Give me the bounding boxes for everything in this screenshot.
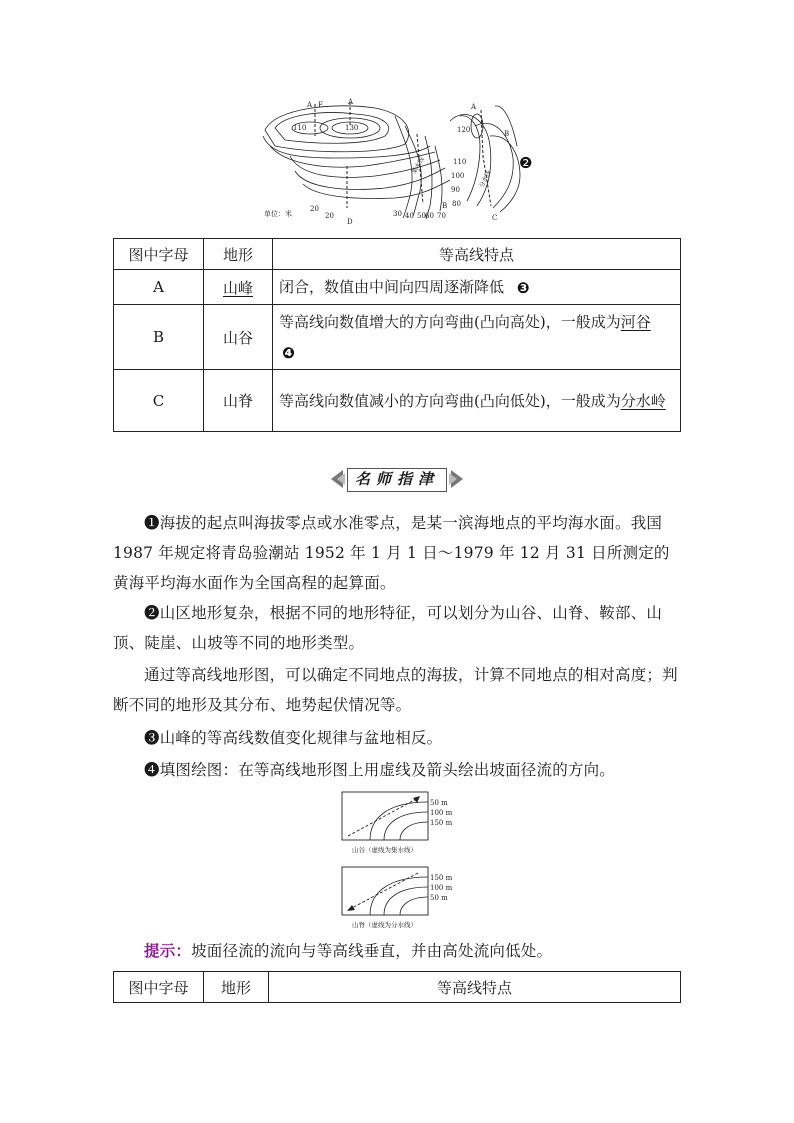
map-val-80: 80 (452, 200, 461, 208)
table2-header-letter: 图中字母 (114, 972, 204, 1003)
table-header-feature: 等高线特点 (273, 239, 681, 270)
landform-table-2 (113, 971, 681, 1003)
table-header-landform: 地形 (204, 239, 273, 270)
ridge-figure (340, 865, 460, 933)
map-val-130: 130 (345, 124, 359, 132)
map-val-70: 70 (437, 212, 446, 220)
cell-landform: 山峰 (222, 278, 253, 297)
map-val-40: 40 (405, 212, 414, 220)
note-4-marker: ❹ (144, 761, 160, 779)
note-3: ❸山峰的等高线数值变化规律与盆地相反。 (144, 729, 443, 747)
map-val-120: 120 (457, 126, 471, 134)
ridge-caption: 山脊（虚线为分水线） (352, 921, 417, 929)
map-unit: 单位：米 (264, 210, 292, 218)
ridge-label-150: 150 m (430, 874, 453, 882)
marker-4: ❹ (282, 343, 295, 362)
table-row (114, 305, 681, 370)
tip-text: 坡面径流的流向与等高线垂直，并由高处流向低处。 (191, 942, 553, 960)
map-label-a-top: A (348, 98, 354, 106)
table-header-letter: 图中字母 (114, 239, 204, 270)
note-3-marker: ❸ (144, 729, 160, 747)
map-label-c: C (492, 214, 498, 222)
map-val-110: 110 (293, 124, 307, 132)
valley-label-150: 150 m (430, 819, 453, 827)
tip (113, 936, 681, 966)
note-2-marker: ❷ (144, 604, 160, 622)
map-label-a-right: A (471, 103, 477, 111)
note-1-marker: ❶ (144, 514, 160, 532)
valley-caption: 山谷（虚线为集水线） (352, 846, 417, 854)
cell-feature-tail: 河谷 (620, 313, 651, 331)
cell-landform: 山脊 (204, 370, 273, 432)
map-label-d: D (347, 218, 353, 226)
cell-letter: B (114, 305, 204, 370)
table2-header-feature: 等高线特点 (269, 972, 681, 1003)
valley-figure (340, 790, 460, 858)
map-val-20a: 20 (310, 205, 319, 213)
map-val-50: 50 (417, 212, 426, 220)
map-val-110b: 110 (453, 158, 467, 166)
ridge-label-100: 100 m (430, 884, 453, 892)
cell-feature-tail: 分水岭 (620, 391, 666, 410)
cell-feature: 等高线向数值减小的方向弯曲(凸向低处)，一般成为 (279, 391, 621, 410)
valley-label-50: 50 m (430, 799, 448, 807)
note-4: ❹填图绘图：在等高线地形图上用虚线及箭头绘出坡面径流的方向。 (144, 761, 616, 779)
map-divide-line: 分水线 (478, 169, 493, 189)
cell-feature: 等高线向数值增大的方向弯曲(凸向高处)，一般成为 (279, 313, 621, 331)
tip-label: 提示： (144, 941, 192, 960)
map-val-20b: 20 (325, 212, 334, 220)
table-row (114, 370, 681, 432)
landform-table (113, 238, 681, 432)
note-2b: 通过等高线地形图，可以确定不同地点的海拔，计算不同地点的相对高度；判断不同的地形及其分布、地势起伏情况等。 (113, 666, 678, 714)
contour-map (255, 96, 545, 230)
note-1: ❶海拔的起点叫海拔零点或水准零点，是某一滨海地点的平均海水面。我国 1987 年规定将青岛验潮站 1952 年 1 月 1 日～1979 年 12 月 31 日所测定的黄海平均海水面作为全国高程的起算面。 (113, 514, 670, 592)
map-val-90: 90 (451, 186, 460, 194)
map-marker: ❷ (519, 154, 533, 172)
ridge-label-50: 50 m (430, 894, 448, 902)
table-row (114, 270, 681, 305)
valley-label-100: 100 m (430, 809, 453, 817)
map-label-e: E (318, 101, 324, 109)
banner-title: 名师指津 (354, 470, 439, 488)
map-val-60: 60 (425, 212, 434, 220)
cell-landform: 山谷 (204, 305, 273, 370)
note-2: ❷山区地形复杂，根据不同的地形特征，可以划分为山谷、山脊、鞍部、山顶、陡崖、山坡等不同的地形类型。 (113, 604, 663, 652)
map-collect-line: 集水线 (410, 155, 426, 175)
cell-feature: 闭合，数值由中间向四周逐渐降低 (279, 278, 505, 296)
map-label-b-mid: B (442, 202, 448, 210)
marker-3: ❸ (516, 278, 530, 297)
map-val-30: 30 (393, 210, 402, 218)
map-label-b-right: B (504, 130, 510, 138)
map-val-100: 100 (451, 172, 465, 180)
cell-letter: A (114, 270, 204, 305)
map-label-a: A (307, 101, 313, 109)
cell-letter: C (114, 370, 204, 432)
table2-header-landform: 地形 (204, 972, 269, 1003)
section-banner (327, 466, 467, 492)
